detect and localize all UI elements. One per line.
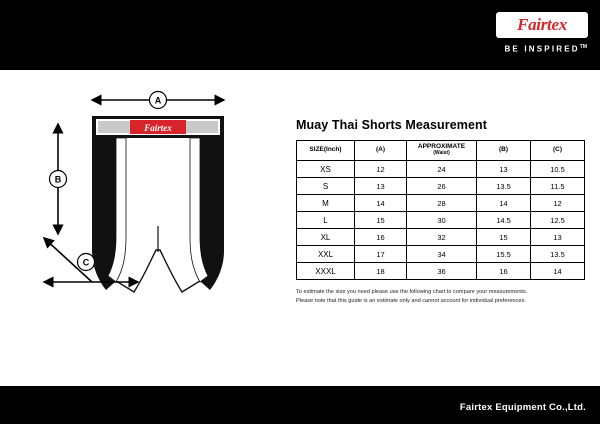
- table-row: [297, 195, 585, 212]
- disclaimer-note: [296, 288, 586, 305]
- th-b: [477, 141, 531, 161]
- measure-b-label: B: [54, 174, 62, 185]
- cell-c: 13.5: [531, 246, 585, 263]
- th-waist: [407, 141, 477, 161]
- cell-a: 12: [355, 161, 407, 178]
- cell-a: 15: [355, 212, 407, 229]
- measure-a-label: A: [154, 95, 162, 106]
- cell-c: 10.5: [531, 161, 585, 178]
- cell-size: L: [297, 212, 355, 229]
- table-header-row: [297, 141, 585, 161]
- th-waist-subtext: (Waist): [433, 150, 450, 157]
- cell-waist: 34: [407, 246, 477, 263]
- th-b-text: (B): [498, 146, 509, 154]
- measurement-content: [296, 118, 586, 305]
- shorts-illustration: [92, 116, 224, 292]
- trademark-symbol: TM: [579, 44, 587, 50]
- cell-size: XXL: [297, 246, 355, 263]
- cell-waist: 26: [407, 178, 477, 195]
- cell-a: 18: [355, 263, 407, 280]
- note-line-1: To estimate the size you need please use the following chart to compare your measurements.: [296, 289, 528, 295]
- table-row: [297, 212, 585, 229]
- page-title: Muay Thai Shorts Measurement: [296, 118, 488, 132]
- note-line-2: Please note that this guide is an estimate only and cannot account for individual preferences.: [296, 297, 526, 304]
- brand-tagline-text: BE INSPIRED: [504, 44, 580, 54]
- brand-logo-text: Fairtex: [517, 15, 567, 34]
- cell-c: 12.5: [531, 212, 585, 229]
- cell-size: XS: [297, 161, 355, 178]
- table-row: [297, 161, 585, 178]
- table-row: [297, 178, 585, 195]
- cell-b: 14.5: [477, 212, 531, 229]
- cell-waist: 36: [407, 263, 477, 280]
- th-c: [531, 141, 585, 161]
- cell-a: 14: [355, 195, 407, 212]
- size-table: [296, 140, 585, 280]
- cell-a: 16: [355, 229, 407, 246]
- cell-b: 16: [477, 263, 531, 280]
- th-waist-text: APPROXIMATE: [417, 143, 466, 151]
- cell-c: 13: [531, 229, 585, 246]
- cell-b: 14: [477, 195, 531, 212]
- brand-logo: [496, 12, 588, 38]
- cell-c: 11.5: [531, 178, 585, 195]
- cell-a: 13: [355, 178, 407, 195]
- cell-size: XL: [297, 229, 355, 246]
- cell-b: 15.5: [477, 246, 531, 263]
- cell-waist: 32: [407, 229, 477, 246]
- cell-b: 15: [477, 229, 531, 246]
- th-a-text: (A): [375, 146, 386, 154]
- table-row: [297, 263, 585, 280]
- th-size-text: SIZE(Inch): [309, 146, 342, 154]
- brand-tagline: [504, 44, 587, 54]
- th-c-text: (C): [552, 146, 563, 154]
- table-row: [297, 246, 585, 263]
- cell-size: XXXL: [297, 263, 355, 280]
- cell-waist: 24: [407, 161, 477, 178]
- table-row: [297, 229, 585, 246]
- cell-a: 17: [355, 246, 407, 263]
- cell-size: S: [297, 178, 355, 195]
- cell-waist: 30: [407, 212, 477, 229]
- waistband-logo-text: Fairtex: [144, 123, 172, 133]
- cell-b: 13: [477, 161, 531, 178]
- footer-company-name: Fairtex Equipment Co.,Ltd.: [459, 402, 586, 413]
- th-a: [355, 141, 407, 161]
- cell-c: 12: [531, 195, 585, 212]
- cell-size: M: [297, 195, 355, 212]
- cell-waist: 28: [407, 195, 477, 212]
- measure-c-label: C: [82, 257, 90, 268]
- cell-b: 13.5: [477, 178, 531, 195]
- shorts-diagram: [20, 86, 280, 326]
- cell-c: 14: [531, 263, 585, 280]
- th-size: [297, 141, 355, 161]
